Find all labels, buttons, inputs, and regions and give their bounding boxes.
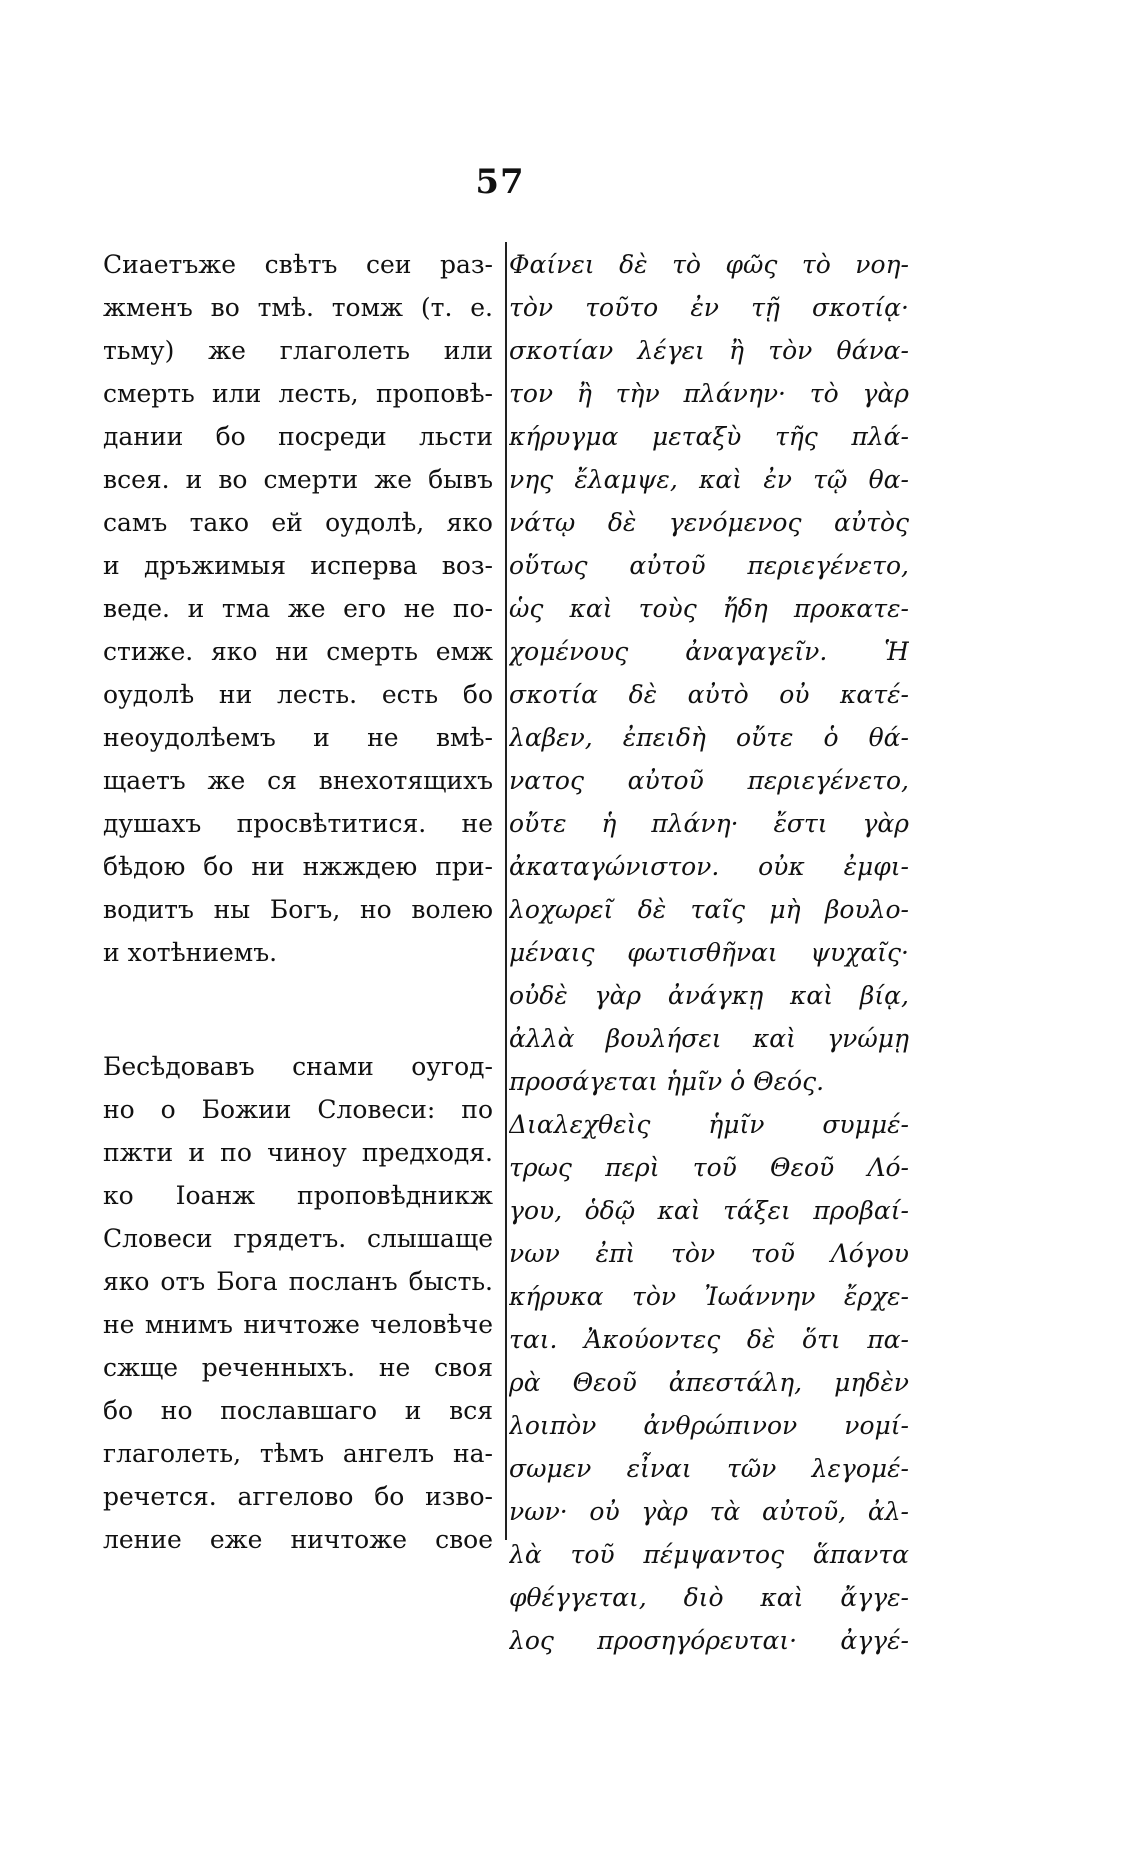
greek-column xyxy=(509,243,909,1662)
slavonic-line: Сиаетъже свѣтъ сеи раз- xyxy=(103,250,493,279)
slavonic-line: Бесѣдовавъ снами оугод- xyxy=(103,1052,493,1081)
greek-line: τον ἢ τὴν πλάνην· τὸ γὰρ xyxy=(509,379,909,408)
slavonic-line: Словеси грядетъ. слышаще xyxy=(103,1224,493,1253)
greek-line: λος προσηγόρευται· ἀγγέ- xyxy=(509,1626,909,1655)
slavonic-line: бо но пославшаго и вся xyxy=(103,1396,493,1425)
slavonic-line: всея. и во смерти же бывъ xyxy=(103,465,493,494)
slavonic-line: дании бо посреди льсти xyxy=(103,422,493,451)
greek-line: λοχωρεῖ δὲ ταῖς μὴ βουλο- xyxy=(509,895,909,924)
slavonic-line: но о Божии Словеси: по xyxy=(103,1095,493,1124)
greek-line: τὸν τοῦτο ἐν τῇ σκοτίᾳ· xyxy=(509,293,909,322)
greek-line: Φαίνει δὲ τὸ φῶς τὸ νοη- xyxy=(509,250,909,279)
greek-line: λαβεν, ἐπειδὴ οὔτε ὁ θά- xyxy=(509,723,909,752)
greek-line: μέναις φωτισθῆναι ψυχαῖς· xyxy=(509,938,909,967)
greek-line: ρὰ Θεοῦ ἀπεστάλη, μηδὲν xyxy=(509,1368,909,1397)
column-divider xyxy=(505,242,507,1540)
slavonic-line: веде. и тма же его не по- xyxy=(103,594,493,623)
greek-line: φθέγγεται, διὸ καὶ ἄγγε- xyxy=(509,1583,909,1612)
greek-line: τρως περὶ τοῦ Θεοῦ Λό- xyxy=(509,1153,909,1182)
greek-line: νων· οὐ γὰρ τὰ αὐτοῦ, ἀλ- xyxy=(509,1497,909,1526)
slavonic-line: водитъ ны Богъ, но волею xyxy=(103,895,493,924)
greek-line: προσάγεται ἡμῖν ὁ Θεός. xyxy=(509,1067,825,1096)
slavonic-line: ко Іоанж проповѣдникж xyxy=(103,1181,493,1210)
greek-line: νάτῳ δὲ γενόμενος αὐτὸς xyxy=(509,508,909,537)
slavonic-line: стиже. яко ни смерть емж xyxy=(103,637,493,666)
page-number: 57 xyxy=(475,162,525,202)
slavonic-line: тьму) же глаголеть или xyxy=(103,336,493,365)
slavonic-line: самъ тако ей оудолѣ, яко xyxy=(103,508,493,537)
greek-line: οὕτως αὐτοῦ περιεγένετο, xyxy=(509,551,909,580)
greek-line: χομένους ἀναγαγεῖν. Ἡ xyxy=(509,637,909,666)
slavonic-line: глаголеть, тѣмъ ангелъ на- xyxy=(103,1439,493,1468)
greek-line: κήρυγμα μεταξὺ τῆς πλά- xyxy=(509,422,909,451)
slavonic-line: яко отъ Бога посланъ бысть. xyxy=(103,1267,493,1296)
slavonic-line: сжще реченныхъ. не своя xyxy=(103,1353,493,1382)
slavonic-line: жменъ во тмѣ. томж (т. е. xyxy=(103,293,493,322)
slavonic-line: бѣдою бо ни нжждею при- xyxy=(103,852,493,881)
slavonic-line: ление еже ничтоже свое xyxy=(103,1525,493,1554)
greek-line: οὔτε ἡ πλάνη· ἔστι γὰρ xyxy=(509,809,909,838)
paragraph-gap xyxy=(103,974,493,1045)
greek-line: λοιπὸν ἀνθρώπινον νομί- xyxy=(509,1411,909,1440)
slavonic-line: речется. аггелово бо изво- xyxy=(103,1482,493,1511)
greek-line: ὡς καὶ τοὺς ἤδη προκατε- xyxy=(509,594,909,623)
slavonic-line: и дръжимыя исперва воз- xyxy=(103,551,493,580)
greek-line: νων ἐπὶ τὸν τοῦ Λόγου xyxy=(509,1239,909,1268)
greek-line: νης ἔλαμψε, καὶ ἐν τῷ θα- xyxy=(509,465,909,494)
greek-line: κήρυκα τὸν Ἰωάννην ἔρχε- xyxy=(509,1282,909,1311)
greek-line: νατος αὐτοῦ περιεγένετο, xyxy=(509,766,909,795)
greek-line: σκοτία δὲ αὐτὸ οὐ κατέ- xyxy=(509,680,909,709)
greek-line: σωμεν εἶναι τῶν λεγομέ- xyxy=(509,1454,909,1483)
slavonic-line: душахъ просвѣтитися. не xyxy=(103,809,493,838)
slavonic-line: щаетъ же ся внехотящихъ xyxy=(103,766,493,795)
greek-line: λὰ τοῦ πέμψαντος ἅπαντα xyxy=(509,1540,909,1569)
greek-line: Διαλεχθεὶς ἡμῖν συμμέ- xyxy=(509,1110,909,1139)
slavonic-line: оудолѣ ни лесть. есть бо xyxy=(103,680,493,709)
slavonic-line: и хотѣниемъ. xyxy=(103,938,278,967)
greek-line: σκοτίαν λέγει ἢ τὸν θάνα- xyxy=(509,336,909,365)
greek-line: ἀλλὰ βουλήσει καὶ γνώμῃ xyxy=(509,1024,909,1053)
slavonic-line: пжти и по чиноу предходя. xyxy=(103,1138,493,1167)
greek-line: γου, ὁδῷ καὶ τάξει προβαί- xyxy=(509,1196,909,1225)
greek-line: οὐδὲ γὰρ ἀνάγκῃ καὶ βίᾳ, xyxy=(509,981,909,1010)
slavonic-line: не мнимъ ничтоже человѣче xyxy=(103,1310,493,1339)
greek-line: ἀκαταγώνιστον. οὐκ ἐμφι- xyxy=(509,852,909,881)
greek-line: ται. Ἀκούοντες δὲ ὅτι πα- xyxy=(509,1325,909,1354)
slavonic-line: неоудолѣемъ и не вмѣ- xyxy=(103,723,493,752)
slavonic-line: смерть или лесть, проповѣ- xyxy=(103,379,493,408)
slavonic-column xyxy=(103,243,493,1561)
